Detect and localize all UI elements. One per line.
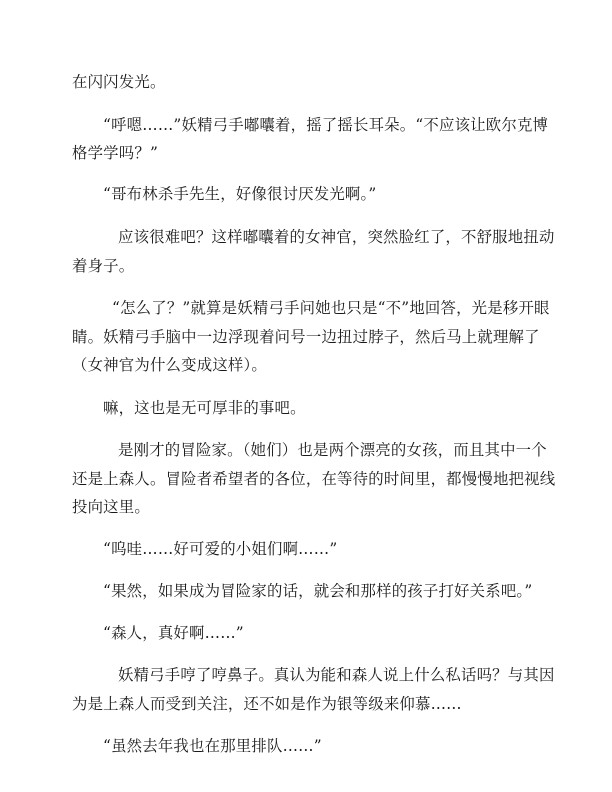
text-line: “虽然去年我也在那里排队……” <box>103 737 322 755</box>
text-line: “森人，真好啊……” <box>103 624 244 642</box>
text-line: “怎么了？”就算是妖精弓手问她也只是“不”地回答，光是移开眼 <box>112 299 550 317</box>
text-line: 嘛，这也是无可厚非的事吧。 <box>103 399 306 417</box>
text-line: “呜哇……好可爱的小姐们啊……” <box>103 540 338 558</box>
text-line: （女神官为什么变成这样）。 <box>72 356 267 374</box>
text-line: 睛。妖精弓手脑中一边浮现着问号一边扭过脖子，然后马上就理解了 <box>72 328 540 346</box>
text-line: “果然，如果成为冒险家的话，就会和那样的孩子打好关系吧。” <box>103 582 533 600</box>
text-line: “哥布林杀手先生，好像很讨厌发光啊。” <box>103 185 377 203</box>
text-line: 是刚才的冒险家。（她们）也是两个漂亮的女孩，而且其中一个 <box>118 441 547 459</box>
text-line: “呼嗯……”妖精弓手嘟囔着，摇了摇长耳朵。“不应该让欧尔克博 <box>103 116 549 134</box>
text-line: 格学学吗？” <box>72 144 159 162</box>
text-line: 为是上森人而受到关注，还不如是作为银等级来仰慕…… <box>72 695 462 713</box>
text-line: 应该很难吧？这样嘟囔着的女神官，突然脸红了，不舒服地扭动 <box>118 228 555 246</box>
text-line: 投向这里。 <box>72 498 150 516</box>
text-line: 在闪闪发光。 <box>72 73 166 91</box>
text-line: 妖精弓手哼了哼鼻子。真认为能和森人说上什么私话吗？与其因 <box>118 666 555 684</box>
text-line: 着身子。 <box>72 257 135 275</box>
text-line: 还是上森人。冒险者希望者的各位，在等待的时间里，都慢慢地把视线 <box>72 470 556 488</box>
